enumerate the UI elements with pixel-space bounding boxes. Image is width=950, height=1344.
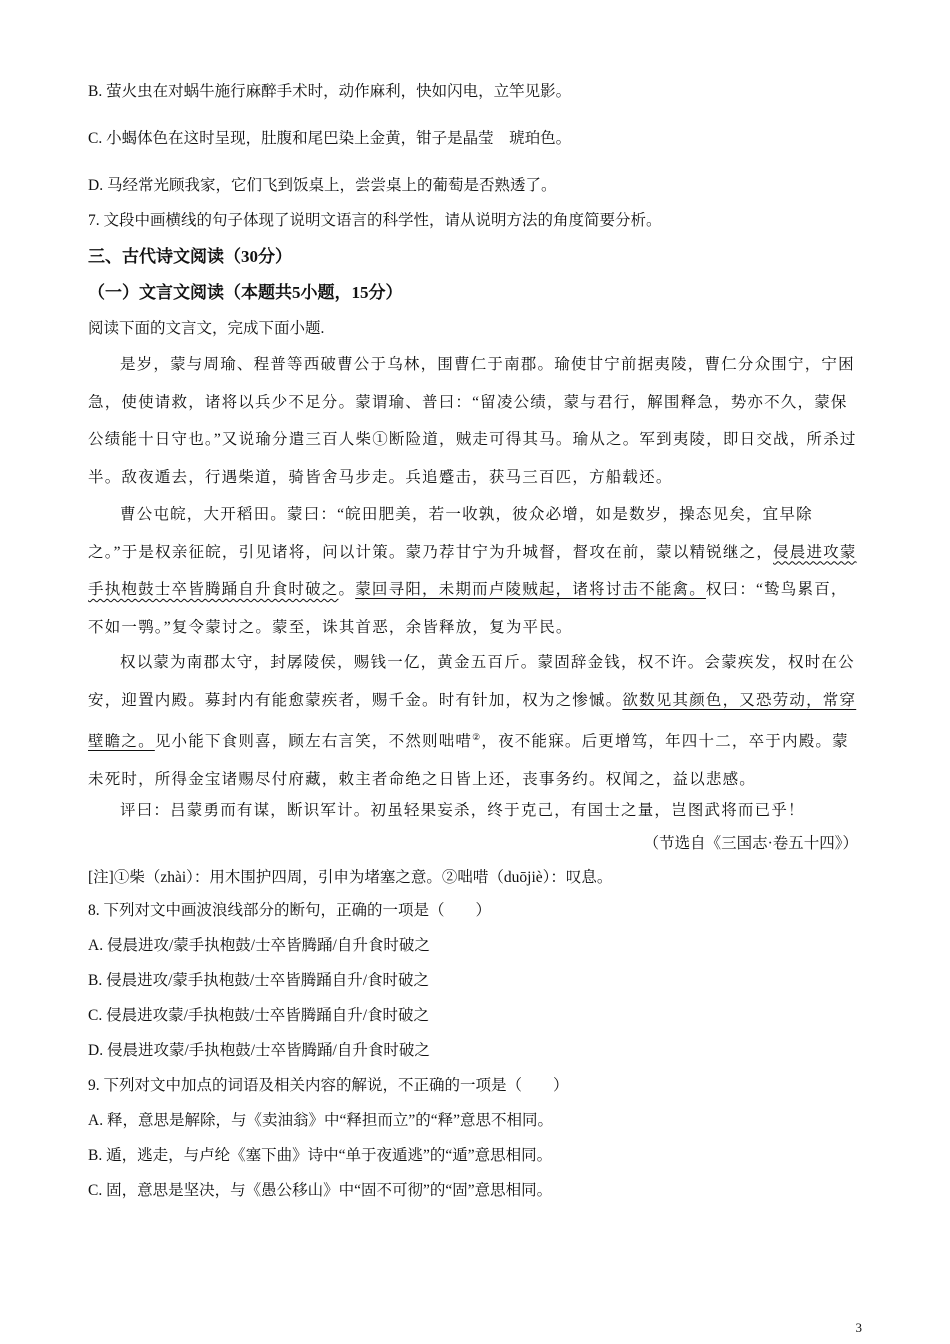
q6-option-b: B. 萤火虫在对蜗牛施行麻醉手术时，动作麻利，快如闪电，立竿见影。 (88, 83, 572, 100)
q9-option-c: C. 固，意思是坚决，与《愚公移山》中“固不可彻”的“固”意思相同。 (88, 1182, 553, 1199)
passage-source: （节选自《三国志·卷五十四》） (643, 835, 858, 852)
q8-option-a: A. 侵晨进攻/蒙手执枹鼓/士卒皆腾踊/自升食时破之 (88, 937, 430, 954)
question-7: 7. 文段中画横线的句子体现了说明文语言的科学性，请从说明方法的角度简要分析。 (88, 212, 662, 229)
q8-option-b: B. 侵晨进攻/蒙手执枹鼓/士卒皆腾踊自升/食时破之 (88, 972, 430, 989)
underlined-sentence-1: 蒙回寻阳，未期而卢陵贼起，诸将讨击不能禽。 (355, 581, 706, 599)
q9-option-b: B. 遁，逃走，与卢纶《塞下曲》诗中“单于夜遁逃”的“遁”意思相同。 (88, 1147, 553, 1164)
passage-paragraph-3: 权以蒙为南郡太守，封孱陵侯，赐钱一亿，黄金五百斤。蒙固 ·辞金钱，权不许。会蒙疾发，权时在公安，迎置内殿。募封内有能愈蒙疾者，赐千金。时有针加，权为之惨慽。欲数见其颜色，又恐劳动，常穿壁瞻之。见小能下食则喜，顾左右言笑，不然则咄唶②，夜不能寐。后更增笃，年四十二，卒于内殿。蒙未死时，所得金宝诸赐尽付府藏，敕主者命绝之日皆上还，丧事务约。权闻之，益以悲感。 (88, 644, 858, 799)
underlined-sentence-2: 欲数见其颜色，又恐劳动，常穿壁瞻之。 (88, 691, 857, 751)
page-number: 3 (855, 1320, 862, 1335)
dotted-word-shi: 释 · (681, 394, 698, 411)
reading-instruction: 阅读下面的文言文，完成下面小题. (88, 320, 325, 337)
q8-option-c: C. 侵晨进攻蒙/手执枹鼓/士卒皆腾踊自升/食时破之 (88, 1007, 430, 1024)
dotted-word-dun: 遁 · (155, 469, 172, 486)
q6-option-d: D. 马经常光顾我家，它们飞到饭桌上，尝尝桌上的葡萄是否熟透了。 (88, 177, 557, 194)
note-marker-2: ② (472, 732, 482, 743)
annotation-note: [注]①柴（zhài）：用木围护四周，引申为堵塞之意。②咄唶（duōjiè）：叹息。 (88, 869, 613, 886)
q9-option-a: A. 释，意思是解除，与《卖油翁》中“释担而立”的“释”意思不相同。 (88, 1112, 553, 1129)
passage-paragraph-2: 曹公屯皖，大开稻田。蒙曰：“皖田肥美，若一收孰，彼众必增，如是数岁，操态见矣，宜早除之。”于是权亲征皖，引见诸将，问以计策。蒙乃荐甘宁为升城督，督攻在前，蒙以精锐继之，侵晨进攻蒙手执枹鼓士卒皆腾踊自升食时破之。蒙回寻阳，未期而卢陵贼起，诸将讨击不能禽。权曰：“鸷鸟累百，不如一鹗。”复令蒙讨之。蒙至，诛其首恶，余皆释放，复为平民。 (88, 506, 857, 636)
question-8-stem: 8. 下列对文中画波浪线部分的断句，正确的一项是（ ） (88, 902, 492, 919)
dotted-word-ke: 克 · (521, 802, 538, 819)
dotted-word-gu: 固 · (554, 654, 571, 671)
q6-option-c: C. 小蝎体色在这时呈现，肚腹和尾巴染上金黄，钳子是晶莹 琥珀色。 (88, 130, 572, 147)
wavy-underlined-sentence: 侵晨进攻蒙手执枹鼓士卒皆腾踊自升食时破之 (88, 543, 857, 599)
q8-option-d: D. 侵晨进攻蒙/手执枹鼓/士卒皆腾踊/自升食时破之 (88, 1042, 430, 1059)
subsection-1-title: （一）文言文阅读（本题共5小题，15分） (88, 283, 403, 302)
question-9-stem: 9. 下列对文中加点的词语及相关内容的解说，不正确的一项是（ ） (88, 1077, 569, 1094)
section-3-title: 三、古代诗文阅读（30分） (88, 247, 292, 266)
passage-paragraph-1: 是岁，蒙与周瑜、程普等西破曹公于乌林，围曹仁于南郡。瑜使甘宁前据夷陵，曹仁分众围宁，宁困急，使使请救，诸将以兵少不足分。蒙谓瑜、普曰：“留凌公绩，蒙与君行，解围释 ·急，势亦不久，蒙保公绩能十日守也。”又说瑜分遣三百人柴①断险道，贼走可得其马。瑜从之。军到夷陵，即日交战，所杀过半。敌夜遁 ·去，行遇柴道，骑皆舍马步走。兵追蹙击，获马三百匹，方船载还。 (88, 346, 858, 496)
passage-commentary: 评曰：吕蒙勇而有谋，断识军计。初虽轻果妄杀，终于克 ·己，有国士之量，岂图武将而已乎！ (88, 792, 858, 830)
